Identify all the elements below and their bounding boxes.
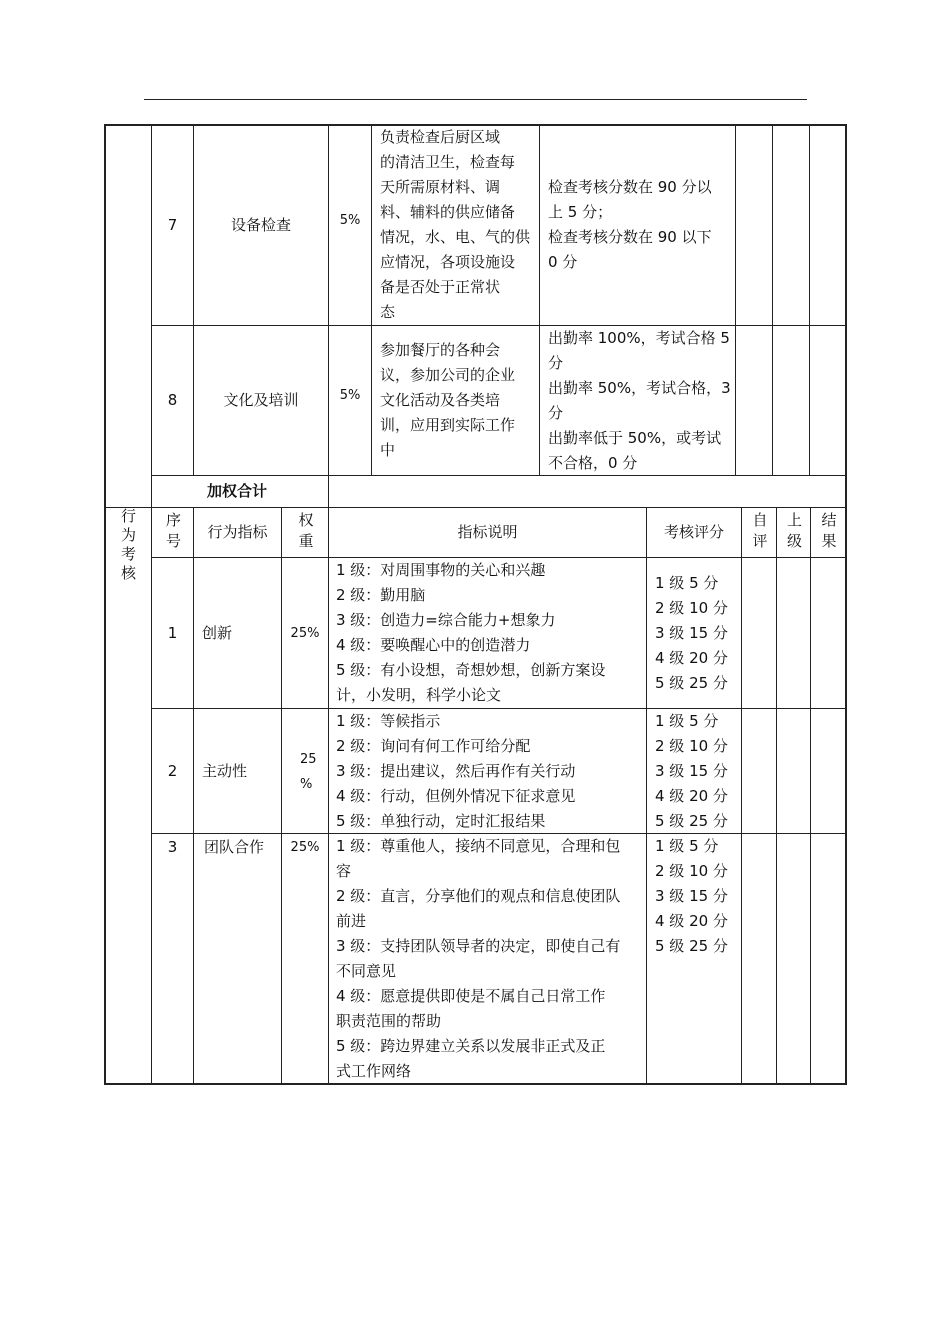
behavior-row-2-description: 1 级：等候指示 2 级：询问有何工作可给分配 3 级：提出建议，然后再作有关行动 4 级：行动，但例外情况下征求意见 5 级：单独行动，定时汇报结果 [336, 712, 576, 830]
behavior-row-2-weight: 25 % [300, 752, 317, 792]
header-weight: 权重 [296, 511, 315, 554]
row-8-scoring: 出勤率 100%，考试合格 5 分 出勤率 50%，考试合格，3 分 出勤率低于 50%，或考试 不合格，0 分 [548, 329, 731, 472]
header-description: 指标说明 [457, 523, 518, 541]
behavior-row-3-scoring: 1 级 5 分 2 级 10 分 3 级 15 分 4 级 20 分 5 级 25 分 [655, 837, 728, 955]
header-seq: 序号 [164, 511, 182, 554]
behavior-row-2-seq: 2 [167, 761, 178, 780]
behavior-row-3-name: 团队合作 [204, 838, 265, 856]
row-8-name: 文化及培训 [223, 391, 299, 409]
header-scoring: 考核评分 [663, 523, 724, 541]
behavior-row-1-weight: 25% [290, 625, 320, 641]
behavior-section-label: 行为考核 [119, 508, 137, 584]
row-8-description: 参加餐厅的各种会 议，参加公司的企业 文化活动及各类培 训，应用到实际工作 中 [380, 341, 516, 459]
behavior-row-3-description: 1 级：尊重他人，接纳不同意见，合理和包 容 2 级：直言，分享他们的观点和信息使团队 前进 3 级：支持团队领导者的决定，即使自己有 不同意见 4 级：愿意提供即使是不属自己日常工作 职责范围的帮助 5 级：跨边界建立关系以发展非正式及正 式工作网络 [336, 837, 621, 1080]
row-7-description: 负责检查后厨区域 的清洁卫生，检查每 天所需原材料、调 料、辅料的供应储备 情况，水、电、气的供 应情况，各项设施设 备是否处于正常状 态 [380, 128, 531, 321]
header-superior: 上级 [785, 511, 803, 554]
behavior-row-3-seq: 3 [167, 838, 178, 856]
header-self: 自评 [750, 511, 769, 554]
header-indicator: 行为指标 [207, 523, 268, 541]
row-7-seq: 7 [167, 215, 178, 234]
behavior-row-3-weight: 25% [290, 840, 320, 855]
header-result: 结果 [819, 511, 838, 554]
weighted-total-label: 加权合计 [207, 482, 268, 500]
behavior-row-1-description: 1 级：对周围事物的关心和兴趣 2 级：勤用脑 3 级：创造力=综合能力+想象力 4 级：要唤醒心中的创造潜力 5 级：有小设想，奇想妙想，创新方案设 计，小发明，科学小论文 [336, 561, 606, 704]
header-rule [144, 99, 807, 100]
behavior-row-2-name: 主动性 [202, 762, 248, 780]
row-7-weight: 5% [339, 212, 361, 228]
behavior-row-1-seq: 1 [167, 623, 178, 642]
behavior-row-1-name: 创新 [202, 624, 233, 642]
row-7-name: 设备检查 [230, 215, 291, 234]
row-8-weight: 5% [339, 388, 361, 403]
row-8-seq: 8 [167, 391, 178, 409]
behavior-row-2-scoring: 1 级 5 分 2 级 10 分 3 级 15 分 4 级 20 分 5 级 25 分 [655, 712, 728, 830]
behavior-row-1-scoring: 1 级 5 分 2 级 10 分 3 级 15 分 4 级 20 分 5 级 25 分 [655, 574, 728, 692]
row-7-scoring: 检查考核分数在 90 分以 上 5 分； 检查考核分数在 90 以下 0 分 [548, 178, 712, 271]
